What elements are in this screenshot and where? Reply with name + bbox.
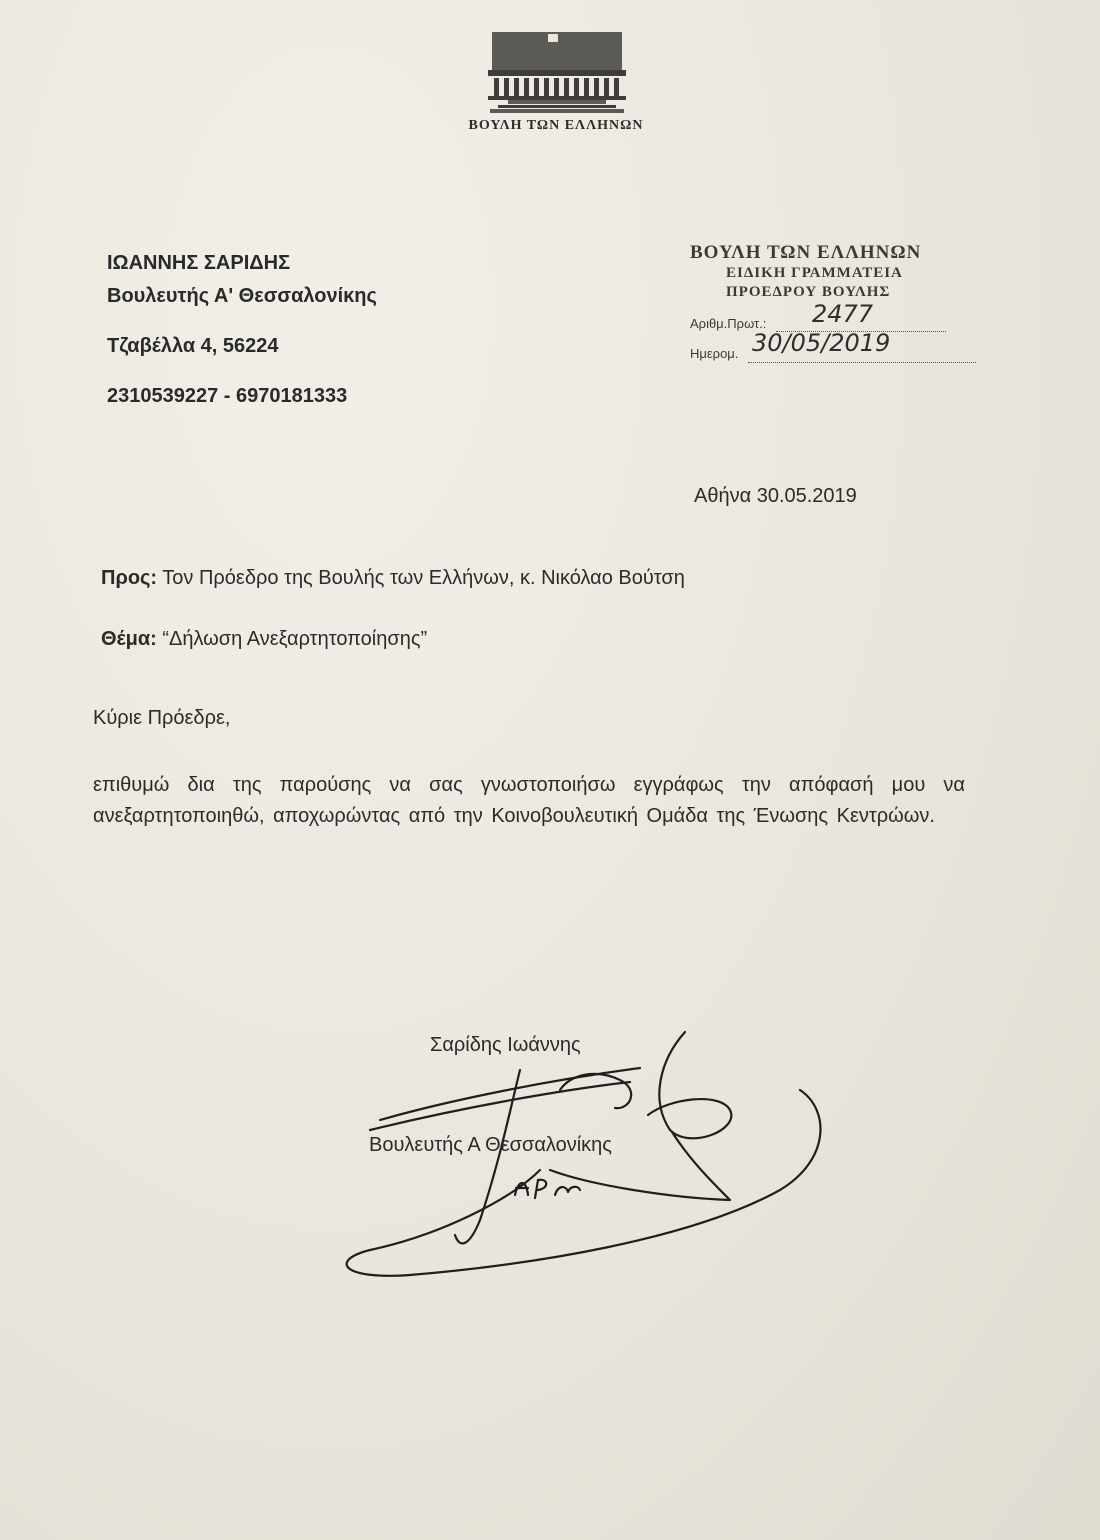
sender-address: Τζαβέλλα 4, 56224 (107, 335, 279, 357)
letter-body: επιθυμώ δια της παρούσης να σας γνωστοποιήσω εγγράφως την απόφασή μου να ανεξαρτητοποιηθώ, αποχωρώντας από την Κοινοβουλευτική Ομάδα της Ένωσης Κεντρώων. (93, 774, 965, 827)
institution-caption: ΒΟΥΛΗ ΤΩΝ ΕΛΛΗΝΩΝ (468, 118, 644, 133)
place-date: Αθήνα 30.05.2019 (694, 485, 857, 507)
protocol-label: Αριθμ.Πρωτ.: (690, 316, 767, 331)
date-dotted-line (748, 362, 976, 363)
recipient-line (101, 567, 685, 590)
recipient-label: Προς: (101, 567, 158, 589)
sender-phones: 2310539227 - 6970181333 (107, 385, 348, 407)
date-stamp-label: Ημερομ. (690, 346, 739, 361)
greeting: Κύριε Πρόεδρε, (93, 707, 231, 729)
stamp-date-value: 30/05/2019 (752, 329, 891, 357)
stamp-line-1: ΒΟΥΛΗ ΤΩΝ ΕΛΛΗΝΩΝ (690, 242, 922, 263)
stamp-line-3: ΠΡΟΕΔΡΟΥ ΒΟΥΛΗΣ (726, 284, 891, 300)
sender-name: ΙΩΑΝΝΗΣ ΣΑΡΙΔΗΣ (107, 252, 291, 274)
sender-position: Βουλευτής Α' Θεσσαλονίκης (107, 285, 377, 307)
signatory-name: Σαρίδης Ιωάννης (430, 1034, 581, 1056)
parliament-building-logo (488, 30, 626, 114)
subject-line (101, 628, 427, 651)
handwritten-signature (330, 1020, 850, 1290)
protocol-number: 2477 (812, 300, 874, 328)
subject-text: “Δήλωση Ανεξαρτητοποίησης” (156, 628, 428, 650)
subject-label: Θέμα: (101, 628, 157, 650)
signatory-title: Βουλευτής Α Θεσσαλονίκης (369, 1134, 612, 1156)
recipient-text: Τον Πρόεδρο της Βουλής των Ελλήνων, κ. Νικόλαο Βούτση (157, 567, 685, 589)
registry-stamp (688, 238, 988, 378)
stamp-line-2: ΕΙΔΙΚΗ ΓΡΑΜΜΑΤΕΙΑ (726, 265, 903, 281)
